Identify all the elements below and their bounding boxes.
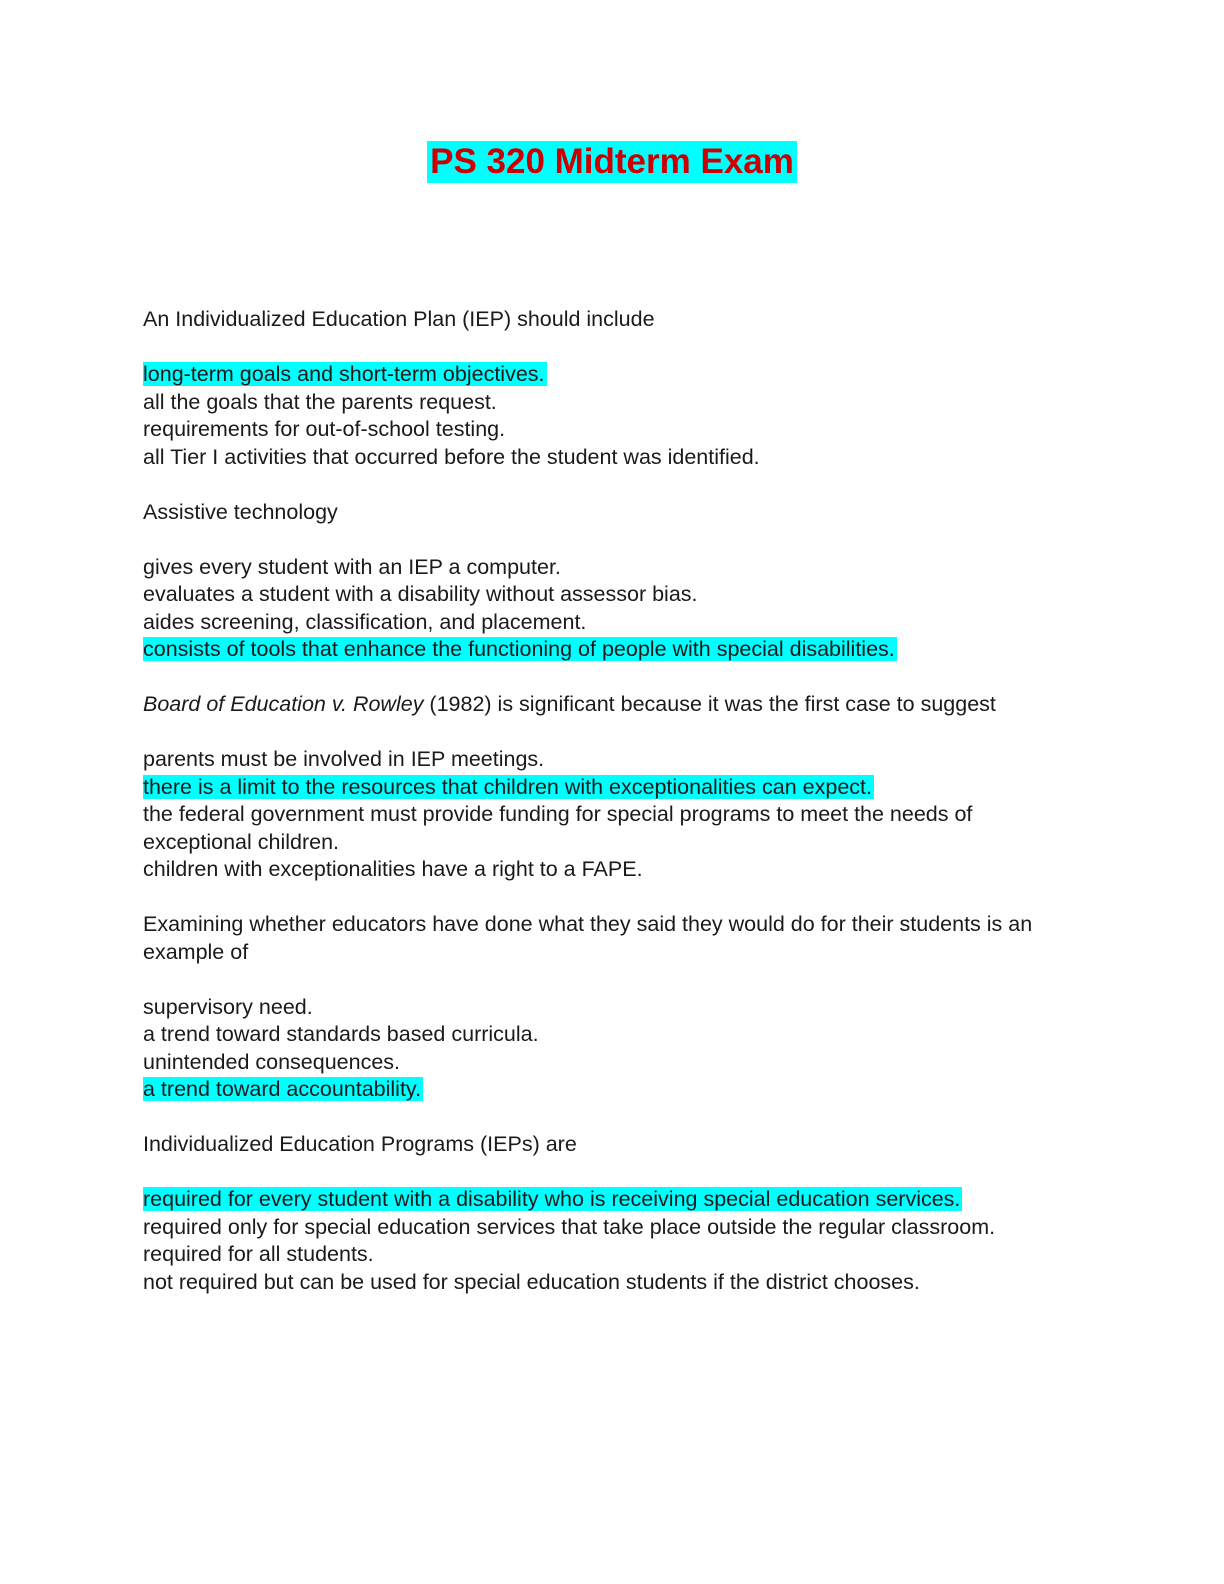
answer-option: gives every student with an IEP a computer.	[143, 554, 561, 579]
answer-option	[143, 774, 1083, 802]
question-stem: Individualized Education Programs (IEPs) are	[143, 1132, 577, 1156]
question-stem-text: (1982) is significant because it was the first case to suggest	[423, 692, 996, 716]
answer-option: all Tier I activities that occurred before the student was identified.	[143, 444, 760, 469]
highlighted-answer: consists of tools that enhance the functioning of people with special disabilities.	[143, 637, 895, 661]
answer-option: the federal government must provide funding for special programs to meet the needs of exceptional children.	[143, 802, 973, 854]
highlighted-answer: required for every student with a disability who is receiving special education services.	[143, 1187, 961, 1211]
highlighted-answer: there is a limit to the resources that children with exceptionalities can expect.	[143, 774, 872, 799]
answer-list	[143, 361, 1083, 471]
question-block	[143, 306, 1083, 471]
exam-content	[143, 306, 1083, 1324]
answer-option: a trend toward standards based curricula.	[143, 1022, 539, 1046]
question-block	[143, 911, 1083, 1104]
answer-list	[143, 746, 1083, 884]
question-block	[143, 499, 1083, 664]
highlighted-answer: a trend toward accountability.	[143, 1077, 422, 1101]
answer-list	[143, 1186, 1083, 1296]
answer-option	[143, 636, 1083, 664]
answer-option: required only for special education services that take place outside the regular classroom.	[143, 1214, 996, 1239]
question-stem	[143, 691, 1083, 719]
answer-option: not required but can be used for special education students if the district chooses.	[143, 1269, 920, 1294]
question-stem: An Individualized Education Plan (IEP) should include	[143, 307, 655, 331]
page-title: PS 320 Midterm Exam	[427, 141, 797, 183]
question-stem: Assistive technology	[143, 499, 338, 524]
answer-option: evaluates a student with a disability without assessor bias.	[143, 582, 698, 606]
answer-list	[143, 554, 1083, 664]
answer-option: parents must be involved in IEP meetings.	[143, 747, 545, 771]
answer-option: all the goals that the parents request.	[143, 389, 497, 414]
answer-option: supervisory need.	[143, 994, 313, 1019]
answer-option: requirements for out-of-school testing.	[143, 417, 506, 441]
answer-option: required for all students.	[143, 1242, 374, 1266]
answer-list	[143, 994, 1083, 1104]
highlighted-answer: long-term goals and short-term objectives.	[143, 362, 545, 386]
answer-option: aides screening, classification, and placement.	[143, 609, 587, 634]
question-block	[143, 1131, 1083, 1296]
answer-option	[143, 1186, 1083, 1214]
question-stem: Examining whether educators have done what they said they would do for their students is an example of	[143, 912, 1033, 964]
answer-option	[143, 361, 1083, 389]
question-block	[143, 691, 1083, 884]
answer-option: unintended consequences.	[143, 1049, 401, 1074]
answer-option: children with exceptionalities have a right to a FAPE.	[143, 857, 643, 881]
case-name: Board of Education v. Rowley	[143, 692, 424, 716]
title-wrapper	[0, 141, 1224, 183]
answer-option	[143, 1076, 1083, 1104]
